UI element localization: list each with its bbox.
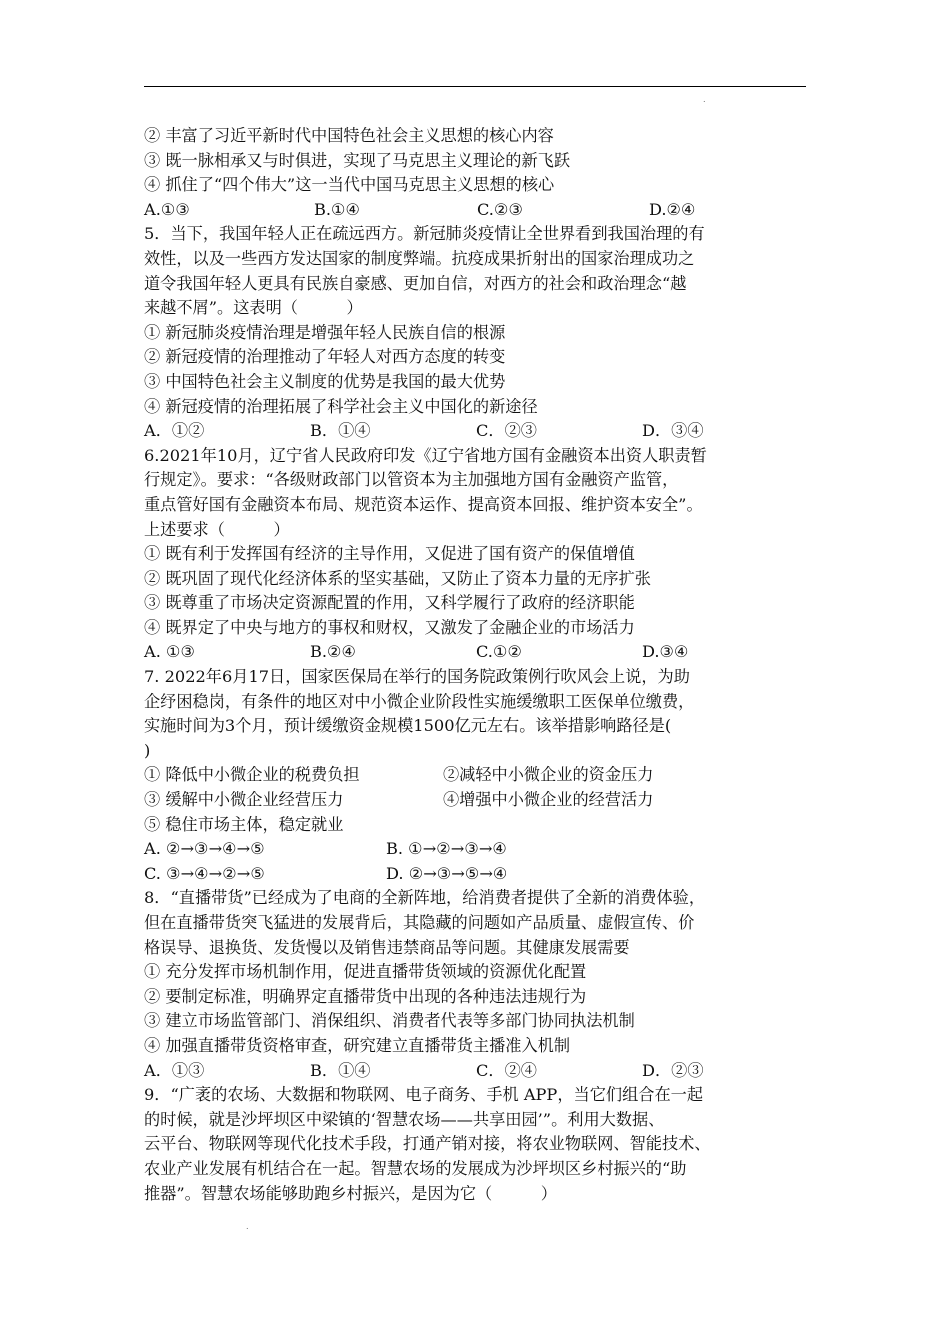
q8-option-d: D．②③ [642, 1060, 704, 1080]
header-dot: . [703, 95, 706, 104]
q8-option-b: B．①④ [310, 1060, 371, 1080]
q7-options-row [144, 862, 814, 887]
q5-option-d: D．③④ [642, 421, 704, 441]
q5-stem-line: 道令我国年轻人更具有民族自豪感、更加自信，对西方的社会和政治理念“越 [144, 273, 687, 293]
q5-item-3: ③ 中国特色社会主义制度的优势是我国的最大优势 [144, 371, 506, 391]
q5-option-a: A．①② [144, 421, 205, 441]
q6-option-b: B.②④ [310, 642, 357, 662]
q9-stem-line: 云平台、物联网等现代化技术手段，打通产销对接，将农业物联网、智能技术、 [144, 1134, 711, 1154]
q9-stem-line: 农业产业发展有机结合在一起。智慧农场的发展成为沙坪坝区乡村振兴的“助 [144, 1158, 687, 1178]
q7-option-a: A. ②→③→④→⑤ [144, 839, 265, 859]
q6-option-a: A. ①③ [144, 642, 196, 662]
header-rule [144, 86, 806, 87]
question-8 [144, 886, 814, 1083]
q5-item-4: ④ 新冠疫情的治理拓展了科学社会主义中国化的新途径 [144, 396, 538, 416]
q7-option-c: C. ③→④→②→⑤ [144, 863, 265, 883]
question-5 [144, 222, 814, 443]
q4-option-d: D.②④ [649, 199, 696, 219]
q5-stem-line: 来越不屑”。这表明（ ） [144, 298, 363, 318]
q8-option-c: C．②④ [476, 1060, 537, 1080]
q7-item-4: ④增强中小微企业的经营活力 [443, 790, 654, 810]
q6-stem-line: 上述要求（ ） [144, 519, 290, 539]
q6-stem-line: 重点管好国有金融资本布局、规范资本运作、提高资本回报、维护资本安全”。 [144, 494, 703, 514]
q4-option-c: C.②③ [477, 199, 523, 219]
q8-stem-line: 格误导、退换货、发货慢以及销售违禁商品等问题。其健康发展需要 [144, 937, 630, 957]
q9-stem-line: 9．“广袤的农场、大数据和物联网、电子商务、手机 APP，当它们组合在一起 [144, 1085, 704, 1105]
q5-stem-line: 效性，以及一些西方发达国家的制度弊端。抗疫成果折射出的国家治理成功之 [144, 248, 695, 268]
q7-item-1: ① 降低中小微企业的税费负担 [144, 765, 360, 785]
q6-item-3: ③ 既尊重了市场决定资源配置的作用，又科学履行了政府的经济职能 [144, 593, 635, 613]
q7-item-2: ②减轻中小微企业的资金压力 [443, 765, 654, 785]
q8-stem-line: 但在直播带货突飞猛进的发展背后，其隐藏的问题如产品质量、虚假宣传、价 [144, 913, 695, 932]
q8-option-a: A．①③ [144, 1060, 205, 1080]
q5-option-c: C．②③ [476, 421, 537, 441]
q7-item-5: ⑤ 稳住市场主体，稳定就业 [144, 814, 344, 834]
q7-option-b: B. ①→②→③→④ [386, 839, 507, 859]
q6-item-2: ② 既巩固了现代化经济体系的坚实基础，又防止了资本力量的无序扩张 [144, 568, 651, 588]
q8-item-3: ③ 建立市场监管部门、消保组织、消费者代表等多部门协同执法机制 [144, 1011, 635, 1031]
q8-stem-line: 8．“直播带货”已经成为了电商的全新阵地，给消费者提供了全新的消费体验， [144, 888, 706, 908]
q6-item-4: ④ 既界定了中央与地方的事权和财权，又激发了金融企业的市场活力 [144, 617, 635, 637]
q7-items-row [144, 763, 814, 788]
question-9 [144, 1083, 814, 1206]
q5-item-2: ② 新冠疫情的治理推动了年轻人对西方态度的转变 [144, 347, 506, 367]
q7-stem-line: ) [144, 740, 151, 760]
q6-options [144, 640, 814, 665]
q7-item-3: ③ 缓解中小微企业经营压力 [144, 790, 344, 810]
q4-option-a: A.①③ [144, 199, 190, 219]
q6-stem-line: 6.2021年10月，辽宁省人民政府印发《辽宁省地方国有金融资本出资人职责暂 [144, 445, 707, 465]
q7-stem-line: 实施时间为3个月，预计缓缴资金规模1500亿元左右。该举措影响路径是( [144, 716, 672, 736]
q8-options [144, 1059, 814, 1084]
q7-options-row [144, 837, 814, 862]
q6-option-d: D.③④ [642, 642, 689, 662]
footer-dot: . [246, 1222, 249, 1231]
q4-options [144, 198, 814, 223]
q5-item-1: ① 新冠肺炎疫情治理是增强年轻人民族自信的根源 [144, 322, 506, 342]
question-4-tail [144, 124, 814, 222]
q4-option-b: B.①④ [314, 199, 361, 219]
q7-stem-line: 企纾困稳岗，有条件的地区对中小微企业阶段性实施缓缴职工医保单位缴费， [144, 691, 695, 711]
q7-stem-line: 7. 2022年6月17日，国家医保局在举行的国务院政策例行吹风会上说，为助 [144, 667, 690, 687]
q5-option-b: B．①④ [310, 421, 371, 441]
q8-item-1: ① 充分发挥市场机制作用，促进直播带货领域的资源优化配置 [144, 962, 587, 982]
question-7 [144, 665, 814, 886]
q6-item-1: ① 既有利于发挥国有经济的主导作用，又促进了国有资产的保值增值 [144, 544, 635, 564]
q6-option-c: C.①② [476, 642, 522, 662]
q7-option-d: D. ②→③→⑤→④ [386, 863, 508, 883]
q5-options [144, 419, 814, 444]
q8-item-2: ② 要制定标准，明确界定直播带货中出现的各种违法违规行为 [144, 986, 587, 1006]
q4-item-2: ② 丰富了习近平新时代中国特色社会主义思想的核心内容 [144, 126, 554, 145]
q4-item-4: ④ 抓住了“四个伟大”这一当代中国马克思主义思想的核心 [144, 175, 555, 195]
q7-items-row [144, 788, 814, 813]
exam-page [144, 124, 814, 1206]
q8-item-4: ④ 加强直播带货资格审查，研究建立直播带货主播准入机制 [144, 1035, 571, 1055]
q6-stem-line: 行规定》。要求：“各级财政部门以管资本为主加强地方国有金融资产监管， [144, 470, 679, 490]
q5-stem-line: 5．当下，我国年轻人正在疏远西方。新冠肺炎疫情让全世界看到我国治理的有 [144, 224, 705, 244]
q4-item-3: ③ 既一脉相承又与时俱进，实现了马克思主义理论的新飞跃 [144, 150, 571, 170]
q9-stem-line: 的时候，就是沙坪坝区中梁镇的‘智慧农场——共享田园’”。利用大数据、 [144, 1109, 665, 1129]
q9-stem-line: 推器”。智慧农场能够助跑乡村振兴，是因为它（ ） [144, 1183, 557, 1203]
question-6 [144, 444, 814, 665]
